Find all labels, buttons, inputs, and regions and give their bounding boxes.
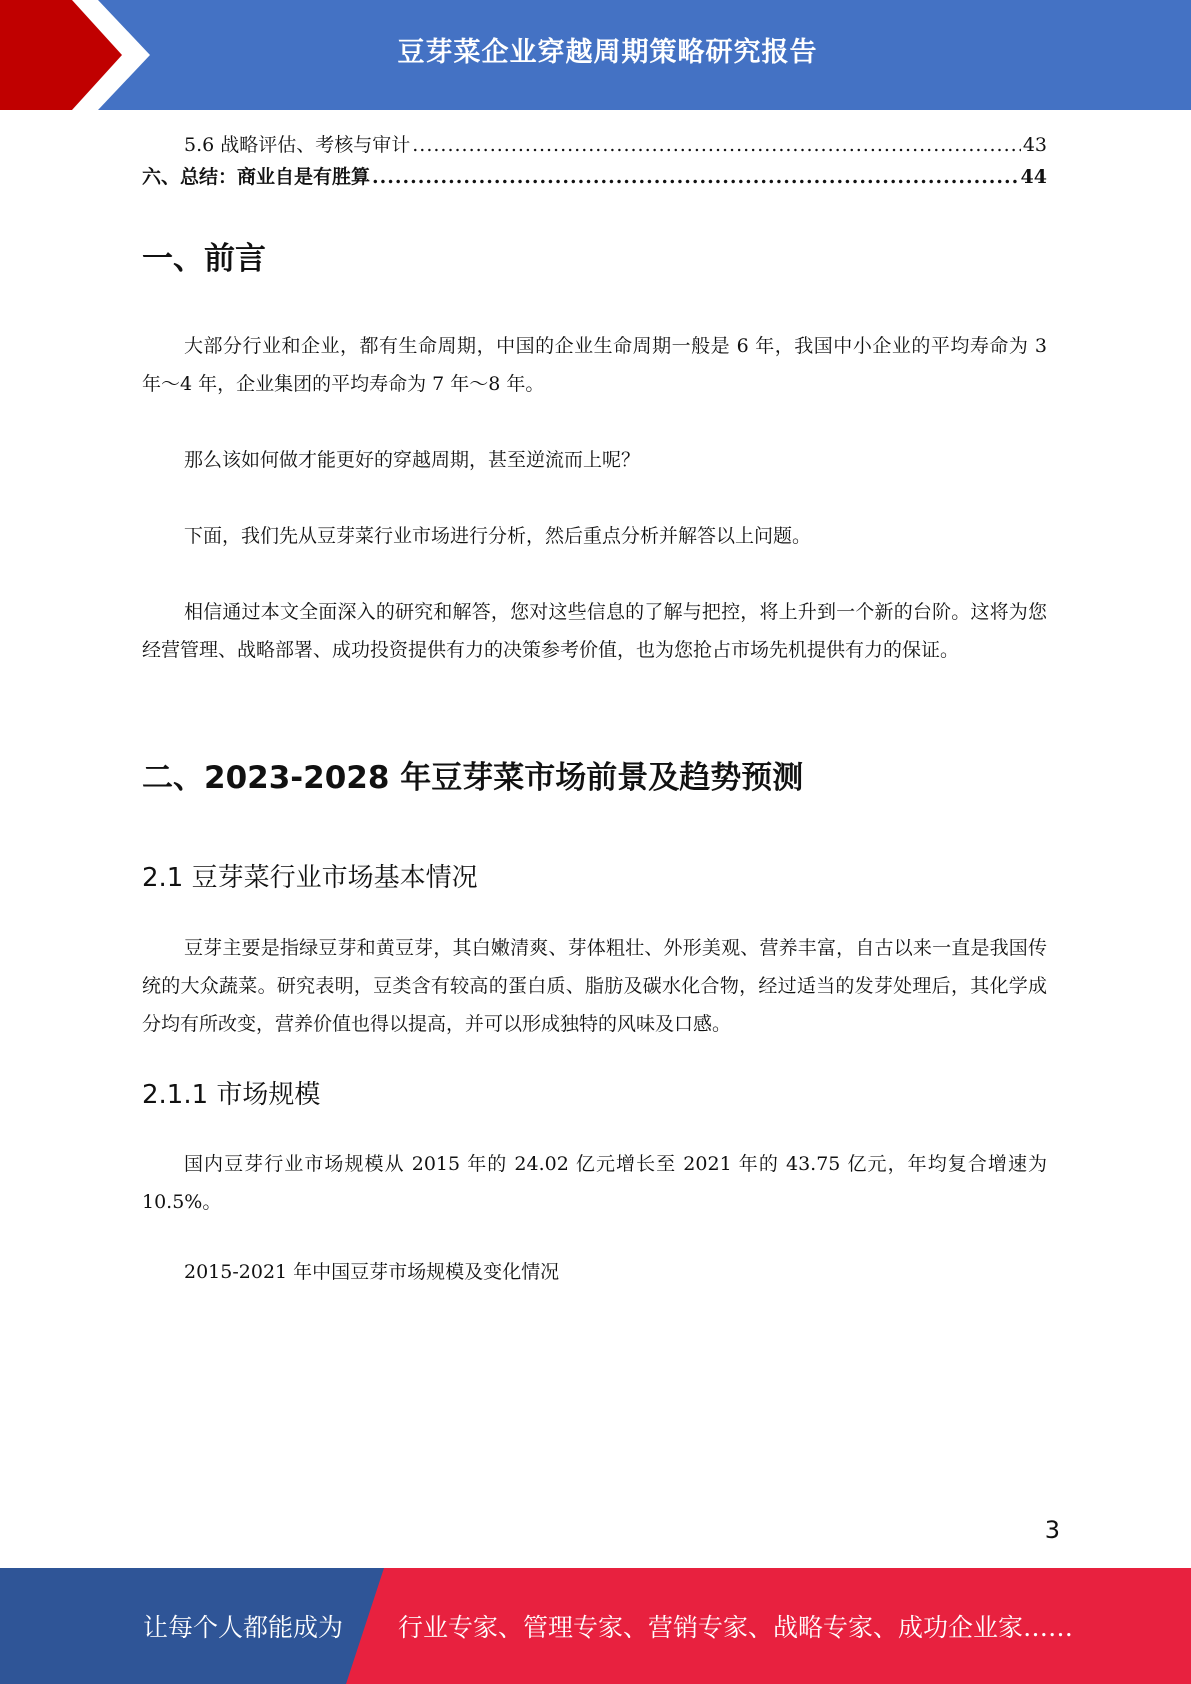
- toc-leader-dots: [412, 134, 1021, 156]
- intro-paragraph: 下面，我们先从豆芽菜行业市场进行分析，然后重点分析并解答以上问题。: [184, 525, 812, 547]
- toc-entry-page: 43: [1022, 134, 1047, 156]
- intro-paragraph: 相信通过本文全面深入的研究和解答，您对这些信息的了解与把控，将上升到一个新的台阶。这将为您经营管理、战略部署、成功投资提供有力的决策参考价值，也为您抢占市场先机提供有力的保证。: [142, 601, 1047, 661]
- toc-entry-label: 六、总结：商业自是有胜算: [142, 166, 371, 188]
- scale-paragraph: 国内豆芽行业市场规模从 2015 年的 24.02 亿元增长至 2021 年的 43.75 亿元，年均复合增速为10.5%。: [142, 1153, 1047, 1213]
- intro-paragraph: 那么该如何做才能更好的穿越周期，甚至逆流而上呢？: [184, 449, 641, 471]
- toc-leader-dots: [372, 166, 1019, 188]
- toc-entry[interactable]: [142, 130, 1047, 157]
- page-number: 3: [1044, 1516, 1060, 1544]
- subsection-heading-scale: 2.1.1 市场规模: [142, 1080, 321, 1110]
- footer-slogan-right: 行业专家、管理专家、营销专家、战略专家、成功企业家……: [398, 1613, 1074, 1642]
- subsection-heading-basic: 2.1 豆芽菜行业市场基本情况: [142, 863, 478, 893]
- toc-entry-label: 5.6 战略评估、考核与审计: [184, 134, 411, 156]
- intro-paragraph: 大部分行业和企业，都有生命周期，中国的企业生命周期一般是 6 年，我国中小企业的平均寿命为 3 年～4 年，企业集团的平均寿命为 7 年～8 年。: [142, 335, 1047, 395]
- figure-caption: 2015-2021 年中国豆芽市场规模及变化情况: [184, 1261, 560, 1283]
- footer-slogan-left: 让每个人都能成为: [143, 1613, 344, 1642]
- page-header: [0, 0, 1191, 110]
- section-heading-forecast: 二、2023-2028 年豆芽菜市场前景及趋势预测: [142, 760, 804, 796]
- section-heading-intro: 一、前言: [142, 241, 266, 277]
- toc-entry-page: 44: [1020, 166, 1047, 188]
- toc-entry[interactable]: [142, 162, 1047, 189]
- basic-paragraph: 豆芽主要是指绿豆芽和黄豆芽，其白嫩清爽、芽体粗壮、外形美观、营养丰富，自古以来一直是我国传统的大众蔬菜。研究表明，豆类含有较高的蛋白质、脂肪及碳水化合物，经过适当的发芽处理后，其化学成分均有所改变，营养价值也得以提高，并可以形成独特的风味及口感。: [142, 937, 1047, 1035]
- report-title: 豆芽菜企业穿越周期策略研究报告: [397, 36, 818, 68]
- page-footer: [0, 1568, 1191, 1684]
